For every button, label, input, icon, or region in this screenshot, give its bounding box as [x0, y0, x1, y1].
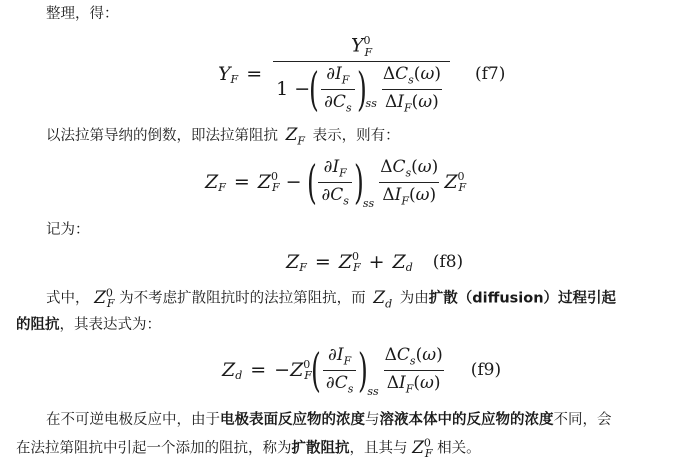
text-segment: ，其表达式为： [59, 317, 161, 333]
text-segment: ，且其与 [349, 440, 408, 457]
paragraph-irreversible-1 [46, 408, 612, 429]
text-segment: 为由 [399, 290, 429, 307]
text-segment: 不同，会 [553, 412, 612, 428]
bold-text: 溶液本体中的反应物的浓度 [379, 412, 554, 428]
text-segment: 以法拉第导纳的倒数，即法拉第阻抗 [46, 128, 278, 144]
paragraph-where-1: 式中， $Z^0_F$ 为不考虑扩散阻抗时的法拉第阻抗，而 $Z_d$ 为由扩散（diffusion）过程引起 [46, 286, 617, 311]
equation-f9: Z $_d$ = − Z $^0$ F ( $\frac{\partial I_F}{\partial C_s}$ ) ss $\frac{\Delta C_s(\omega)}{\Delta I_F(\omega)}$ (f9) [222, 343, 502, 398]
text-segment: 相关。 [437, 440, 481, 457]
bold-text: 的阻抗 [16, 317, 60, 333]
paragraph-irreversible-2: 在法拉第阻抗中引起一个添加的阻抗，称为扩散阻抗，且其与 $Z^0_F$ 相关。 [16, 436, 481, 461]
bold-text: 扩散阻抗 [291, 440, 350, 457]
paragraph-faraday-impedance: 以法拉第导纳的倒数，即法拉第阻抗 $Z_F$ 表示，则有： [46, 125, 400, 148]
text-segment: 式中， [46, 290, 90, 307]
equation-tag-f9: (f9) [470, 360, 502, 380]
equation-tag-f8: (f8) [432, 252, 464, 272]
text-segment: 为不考虑扩散阻抗时的法拉第阻抗，而 [119, 290, 366, 307]
bold-text: 电极表面反应物的浓度 [220, 412, 365, 428]
equation-f7: Y $_F$ = $Y^0_F$ 1 − ( $\frac{\partial I_F}{\partial C_s}$ ) ss $\frac{\Delta C_s(\omega)}{\Delta I_F(\omega)}$ (f7) [218, 34, 506, 117]
text-segment: 在法拉第阻抗中引起一个添加的阻抗，称为 [16, 440, 292, 457]
paragraph-where-2 [16, 313, 161, 334]
text-segment: 与 [365, 412, 380, 428]
equation-zf: Z $_F$ = Z $^0$ F − ( $\frac{\partial I_F}{\partial C_s}$ ) ss $\frac{\Delta C_s(\omega)}{\Delta I_F(\omega)}$ Z $^0$ F [205, 155, 467, 210]
text-segment: 记为： [46, 222, 90, 238]
intro-text: 整理，得： [46, 6, 119, 22]
paragraph-intro [46, 2, 119, 23]
paragraph-denote [46, 218, 90, 239]
equation-f8: Z $_F$ = Z $^0$ F + Z $_d$ (f8) [286, 249, 464, 274]
bold-text: 扩散（diffusion）过程引起 [428, 290, 617, 307]
text-segment: 在不可逆电极反应中，由于 [46, 412, 220, 428]
text-segment: 表示，则有： [312, 128, 400, 144]
equation-tag-f7: (f7) [474, 64, 506, 84]
